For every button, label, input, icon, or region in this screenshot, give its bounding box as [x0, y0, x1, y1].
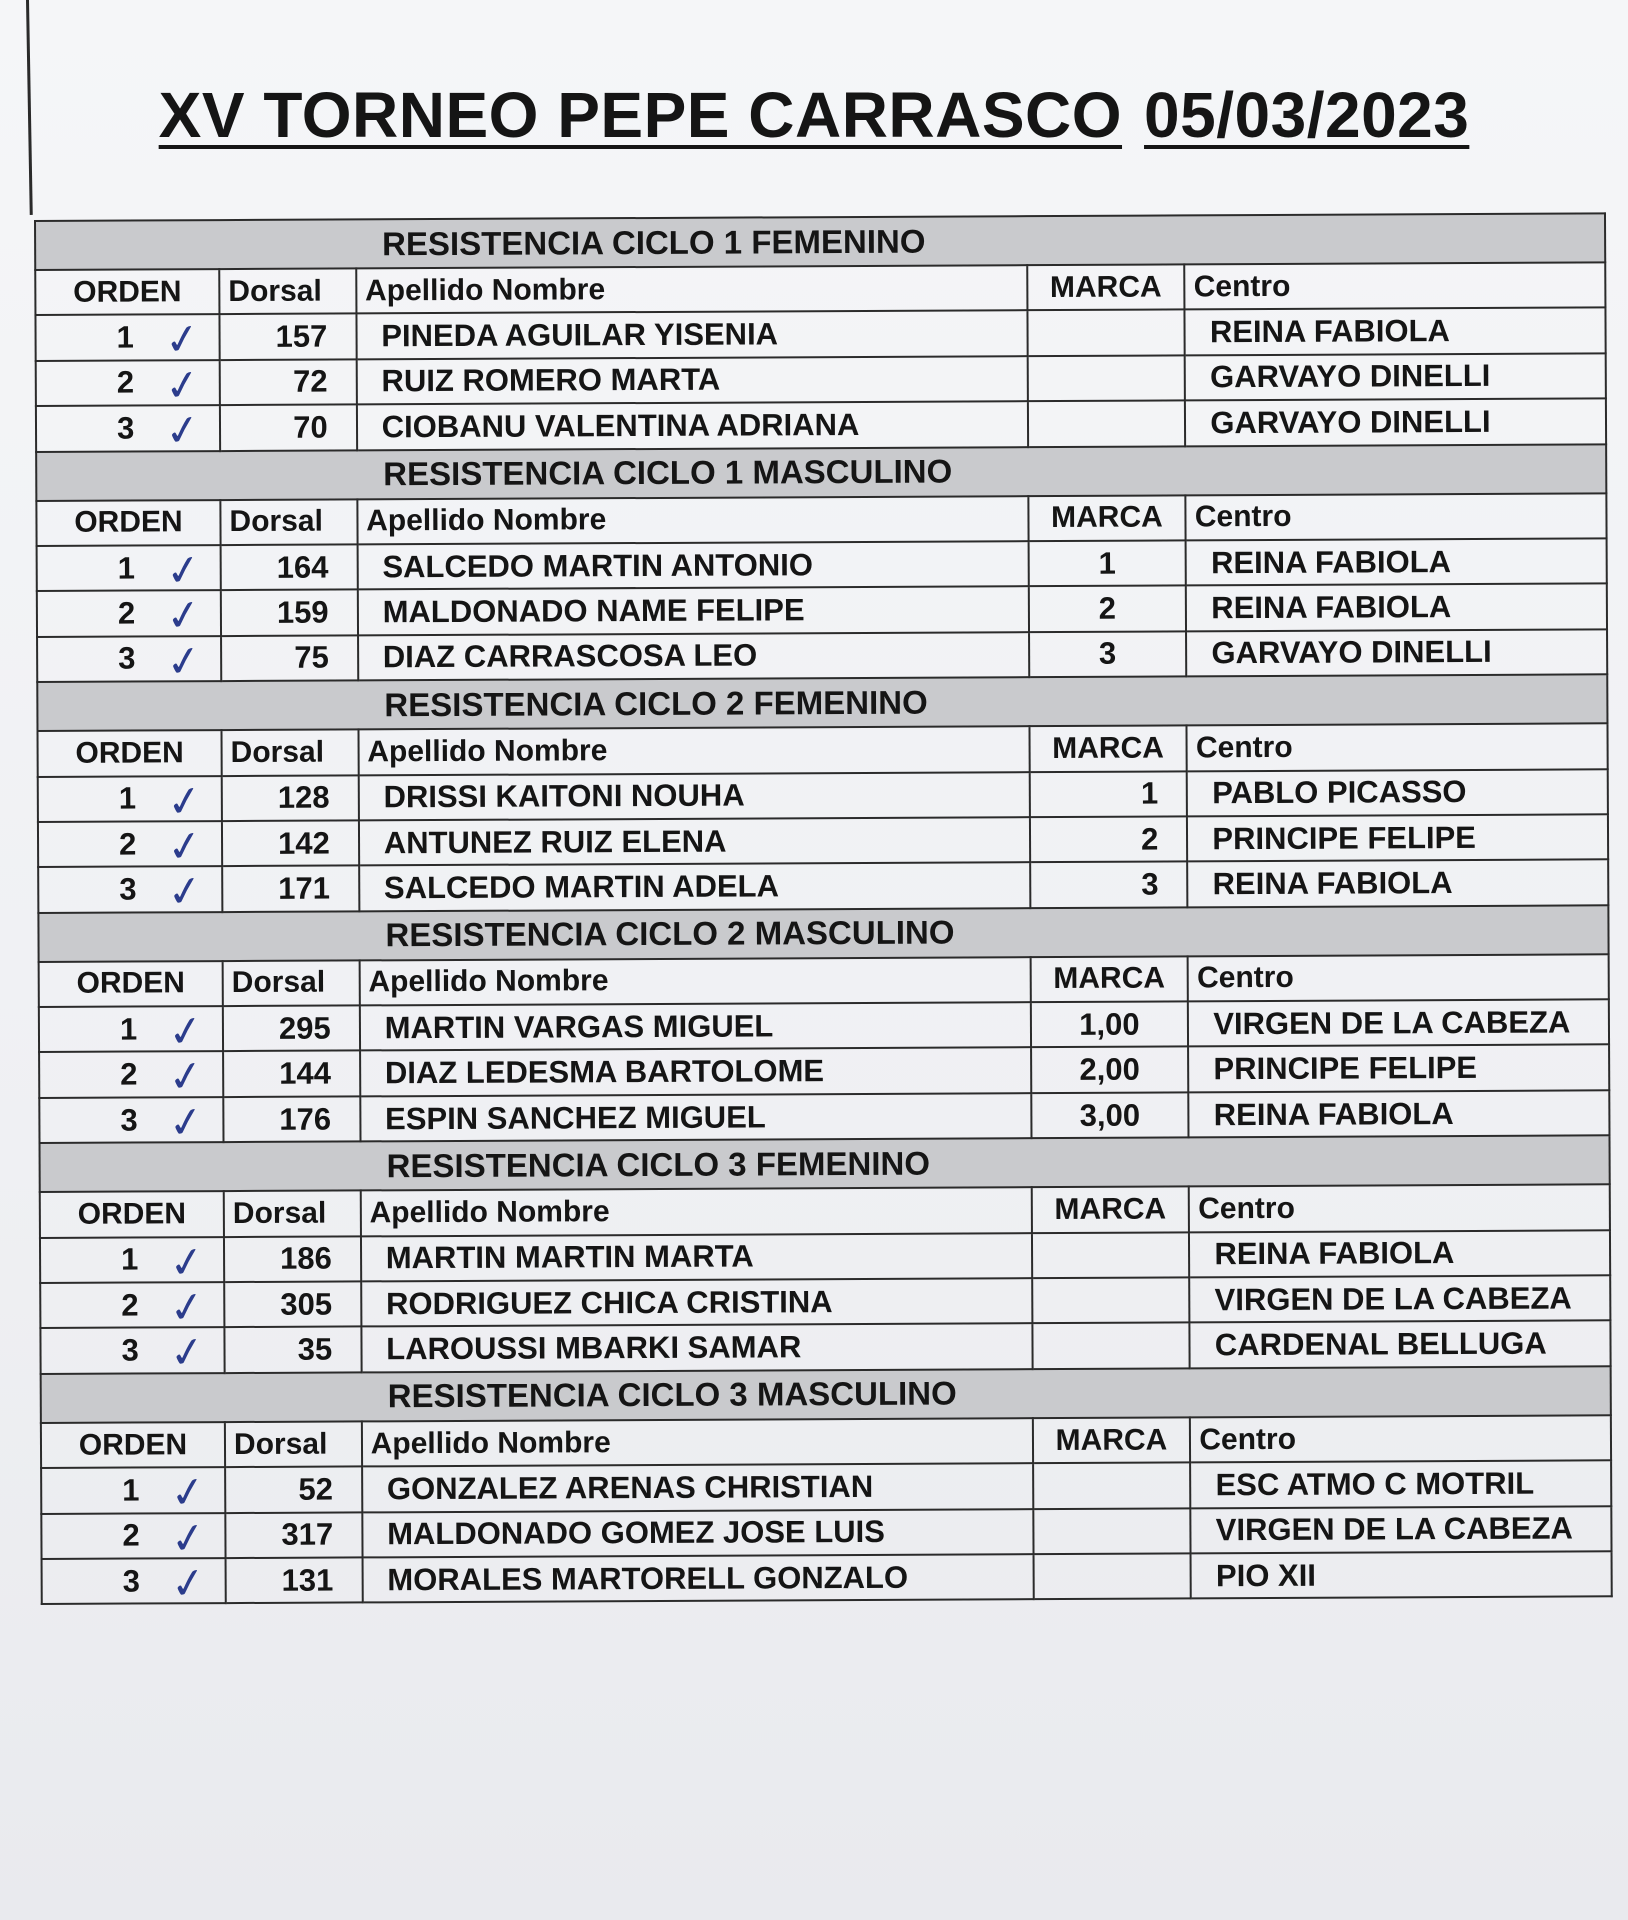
- orden-value: 1: [116, 319, 134, 355]
- section-title: RESISTENCIA CICLO 1 FEMENINO: [35, 213, 1605, 270]
- header-centro: Centro: [1188, 954, 1609, 1001]
- header-dorsal: Dorsal: [225, 1421, 362, 1467]
- header-orden: ORDEN: [35, 269, 219, 315]
- orden-value: 1: [118, 780, 137, 816]
- orden-cell: [41, 1511, 225, 1565]
- header-orden: ORDEN: [41, 1422, 225, 1468]
- dorsal-cell: 144: [223, 1051, 360, 1097]
- orden-value: 1: [119, 1011, 138, 1047]
- table-row: [36, 398, 1606, 451]
- header-marca: MARCA: [1030, 956, 1188, 1002]
- dorsal-cell: 70: [220, 405, 357, 451]
- check-mark-icon: ✓: [162, 543, 205, 597]
- orden-value: 2: [118, 826, 137, 862]
- centro-cell: PABLO PICASSO: [1187, 769, 1608, 816]
- marca-cell: [1032, 1277, 1190, 1323]
- marca-cell: 3: [1029, 631, 1187, 677]
- centro-cell: PIO XII: [1191, 1551, 1612, 1598]
- centro-cell: REINA FABIOLA: [1189, 1230, 1610, 1277]
- header-orden: ORDEN: [40, 1191, 224, 1237]
- name-cell: MALDONADO NAME FELIPE: [358, 586, 1029, 635]
- marca-cell: 3: [1030, 862, 1188, 908]
- centro-cell: GARVAYO DINELLI: [1185, 398, 1606, 445]
- check-mark-icon: ✓: [166, 1325, 209, 1380]
- dorsal-cell: 72: [220, 359, 357, 405]
- centro-cell: REINA FABIOLA: [1186, 538, 1607, 585]
- check-mark-icon: ✓: [161, 312, 204, 367]
- table-row: [39, 1090, 1609, 1143]
- event-name: XV TORNEO PEPE CARRASCO: [158, 79, 1123, 151]
- dorsal-cell: 176: [223, 1096, 360, 1142]
- dorsal-cell: 142: [222, 820, 359, 866]
- orden-cell: [38, 819, 222, 873]
- dorsal-cell: 159: [221, 590, 358, 636]
- orden-cell: [37, 634, 221, 688]
- dorsal-cell: 305: [224, 1281, 361, 1327]
- table-row: [37, 538, 1607, 591]
- orden-value: 3: [116, 410, 135, 446]
- event-date: 05/03/2023: [1144, 79, 1470, 151]
- header-orden: ORDEN: [37, 730, 221, 776]
- centro-cell: CARDENAL BELLUGA: [1190, 1321, 1611, 1368]
- section-header-row: [36, 444, 1606, 501]
- dorsal-cell: 164: [221, 544, 358, 590]
- header-name: Apellido Nombre: [362, 1418, 1033, 1467]
- column-header-row: [35, 262, 1605, 315]
- orden-value: 2: [122, 1517, 140, 1553]
- header-dorsal: Dorsal: [224, 1191, 361, 1237]
- section-title: RESISTENCIA CICLO 3 FEMENINO: [40, 1136, 1610, 1193]
- marca-cell: 1,00: [1030, 1001, 1188, 1047]
- table-row: [41, 1506, 1611, 1559]
- check-mark-icon: ✓: [166, 1280, 208, 1335]
- orden-cell: [40, 1280, 224, 1335]
- orden-value: 3: [120, 1102, 138, 1138]
- header-name: Apellido Nombre: [357, 496, 1028, 545]
- header-dorsal: Dorsal: [219, 268, 356, 314]
- marca-cell: [1032, 1232, 1190, 1278]
- table-row: [41, 1461, 1611, 1514]
- marca-cell: [1027, 310, 1185, 356]
- orden-value: 1: [120, 1241, 139, 1277]
- marca-cell: [1027, 355, 1185, 401]
- marca-cell: [1032, 1323, 1190, 1369]
- name-cell: SALCEDO MARTIN ANTONIO: [357, 541, 1028, 590]
- name-cell: MORALES MARTORELL GONZALO: [362, 1554, 1033, 1603]
- header-marca: MARCA: [1029, 725, 1187, 771]
- centro-cell: VIRGEN DE LA CABEZA: [1190, 1275, 1611, 1322]
- marca-cell: 2: [1030, 816, 1188, 862]
- centro-cell: GARVAYO DINELLI: [1185, 353, 1606, 400]
- header-marca: MARCA: [1031, 1187, 1189, 1233]
- header-dorsal: Dorsal: [220, 499, 357, 545]
- centro-cell: PRINCIPE FELIPE: [1187, 814, 1608, 861]
- header-name: Apellido Nombre: [358, 726, 1029, 775]
- orden-value: 2: [117, 595, 136, 631]
- results-body: [35, 213, 1612, 1610]
- header-marca: MARCA: [1028, 495, 1186, 541]
- header-centro: Centro: [1189, 1185, 1610, 1232]
- dorsal-cell: 295: [223, 1005, 360, 1051]
- column-header-row: [41, 1415, 1611, 1468]
- orden-cell: [42, 1556, 226, 1610]
- header-orden: ORDEN: [36, 500, 220, 546]
- results-table: [34, 212, 1613, 1610]
- check-mark-icon: ✓: [167, 1556, 210, 1610]
- check-mark-icon: ✓: [161, 403, 204, 458]
- name-cell: LAROUSSI MBARKI SAMAR: [361, 1324, 1032, 1373]
- orden-cell: [39, 1095, 223, 1149]
- orden-cell: [38, 773, 222, 828]
- centro-cell: REINA FABIOLA: [1187, 860, 1608, 907]
- table-row: [40, 1275, 1610, 1328]
- centro-cell: REINA FABIOLA: [1189, 1090, 1610, 1137]
- name-cell: DIAZ LEDESMA BARTOLOME: [360, 1048, 1031, 1097]
- name-cell: DRISSI KAITONI NOUHA: [358, 772, 1029, 821]
- section-title: RESISTENCIA CICLO 3 MASCULINO: [41, 1366, 1611, 1423]
- name-cell: RODRIGUEZ CHICA CRISTINA: [361, 1278, 1032, 1327]
- marca-cell: 2,00: [1031, 1047, 1189, 1093]
- dorsal-cell: 157: [219, 314, 356, 360]
- table-row: [35, 308, 1605, 361]
- orden-cell: [36, 403, 220, 458]
- name-cell: CIOBANU VALENTINA ADRIANA: [357, 401, 1028, 450]
- orden-cell: [38, 864, 222, 919]
- table-row: [37, 584, 1607, 637]
- check-mark-icon: ✓: [164, 1004, 207, 1059]
- column-header-row: [37, 723, 1607, 776]
- header-centro: Centro: [1185, 262, 1606, 309]
- orden-cell: [39, 1004, 223, 1059]
- table-row: [38, 814, 1608, 867]
- check-mark-icon: ✓: [164, 864, 206, 919]
- marca-cell: 1: [1028, 540, 1186, 586]
- dorsal-cell: 52: [225, 1467, 362, 1513]
- dorsal-cell: 317: [225, 1512, 362, 1558]
- section-header-row: [38, 905, 1608, 962]
- table-row: [36, 353, 1606, 406]
- name-cell: ESPIN SANCHEZ MIGUEL: [360, 1093, 1031, 1142]
- marca-cell: 2: [1028, 586, 1186, 632]
- check-mark-icon: ✓: [163, 819, 206, 873]
- name-cell: SALCEDO MARTIN ADELA: [359, 862, 1030, 911]
- column-header-row: [39, 954, 1609, 1007]
- dorsal-cell: 131: [226, 1557, 363, 1603]
- check-mark-icon: ✓: [161, 358, 204, 412]
- header-dorsal: Dorsal: [223, 960, 360, 1006]
- table-row: [40, 1321, 1610, 1374]
- page-title: [0, 78, 1628, 152]
- check-mark-icon: ✓: [166, 1465, 209, 1520]
- name-cell: MARTIN VARGAS MIGUEL: [360, 1002, 1031, 1051]
- centro-cell: VIRGEN DE LA CABEZA: [1188, 999, 1609, 1046]
- section-title: RESISTENCIA CICLO 2 MASCULINO: [38, 905, 1608, 962]
- name-cell: RUIZ ROMERO MARTA: [356, 356, 1027, 405]
- name-cell: DIAZ CARRASCOSA LEO: [358, 632, 1029, 681]
- check-mark-icon: ✓: [162, 634, 205, 688]
- header-orden: ORDEN: [39, 961, 223, 1007]
- table-row: [40, 1230, 1610, 1283]
- centro-cell: VIRGEN DE LA CABEZA: [1191, 1506, 1612, 1553]
- table-row: [39, 1045, 1609, 1098]
- orden-cell: [41, 1465, 225, 1520]
- check-mark-icon: ✓: [165, 1095, 208, 1149]
- table-row: [42, 1551, 1612, 1604]
- table-row: [37, 629, 1607, 682]
- orden-value: 2: [116, 364, 135, 401]
- section-title: RESISTENCIA CICLO 2 FEMENINO: [37, 674, 1607, 731]
- section-header-row: [37, 674, 1607, 731]
- table-row: [38, 860, 1608, 913]
- orden-value: 1: [122, 1472, 140, 1508]
- check-mark-icon: ✓: [162, 588, 205, 643]
- orden-cell: [40, 1235, 224, 1289]
- marca-cell: 1: [1029, 771, 1187, 817]
- orden-cell: [35, 312, 219, 367]
- orden-value: 2: [121, 1287, 139, 1323]
- section-header-row: [35, 213, 1605, 270]
- section-title: RESISTENCIA CICLO 1 MASCULINO: [36, 444, 1606, 501]
- marca-cell: [1033, 1508, 1191, 1554]
- section-header-row: [41, 1366, 1611, 1423]
- name-cell: PINEDA AGUILAR YISENIA: [356, 311, 1027, 360]
- orden-cell: [40, 1325, 224, 1380]
- check-mark-icon: ✓: [165, 1235, 208, 1289]
- table-row: [38, 769, 1608, 822]
- header-centro: Centro: [1190, 1415, 1611, 1462]
- centro-cell: REINA FABIOLA: [1185, 308, 1606, 355]
- orden-cell: [37, 588, 221, 643]
- marca-cell: 3,00: [1031, 1092, 1189, 1138]
- header-dorsal: Dorsal: [222, 730, 359, 776]
- marca-cell: [1033, 1463, 1191, 1509]
- header-name: Apellido Nombre: [356, 265, 1027, 314]
- dorsal-cell: 186: [224, 1236, 361, 1282]
- orden-cell: [39, 1049, 223, 1104]
- dorsal-cell: 75: [221, 635, 358, 681]
- centro-cell: REINA FABIOLA: [1186, 584, 1607, 631]
- orden-value: 3: [121, 1332, 139, 1368]
- orden-value: 3: [118, 640, 136, 677]
- header-name: Apellido Nombre: [359, 957, 1030, 1006]
- header-centro: Centro: [1187, 723, 1608, 770]
- orden-cell: [37, 543, 221, 597]
- header-marca: MARCA: [1032, 1417, 1190, 1463]
- column-header-row: [40, 1185, 1610, 1238]
- check-mark-icon: ✓: [164, 1049, 207, 1104]
- name-cell: GONZALEZ ARENAS CHRISTIAN: [362, 1463, 1033, 1512]
- centro-cell: PRINCIPE FELIPE: [1188, 1045, 1609, 1092]
- centro-cell: ESC ATMO C MOTRIL: [1190, 1461, 1611, 1508]
- name-cell: ANTUNEZ RUIZ ELENA: [359, 817, 1030, 866]
- dorsal-cell: 128: [222, 775, 359, 821]
- dorsal-cell: 171: [222, 866, 359, 912]
- header-centro: Centro: [1186, 493, 1607, 540]
- marca-cell: [1033, 1553, 1191, 1599]
- orden-value: 1: [117, 550, 136, 586]
- orden-cell: [36, 358, 220, 412]
- dorsal-cell: 35: [224, 1327, 361, 1373]
- check-mark-icon: ✓: [167, 1511, 210, 1565]
- orden-value: 2: [120, 1056, 138, 1092]
- column-header-row: [36, 493, 1606, 546]
- header-marca: MARCA: [1027, 264, 1185, 310]
- orden-value: 3: [119, 871, 137, 907]
- table-row: [39, 999, 1609, 1052]
- name-cell: MALDONADO GOMEZ JOSE LUIS: [362, 1509, 1033, 1558]
- section-header-row: [40, 1136, 1610, 1193]
- marca-cell: [1028, 401, 1186, 447]
- orden-value: 3: [122, 1563, 140, 1599]
- centro-cell: GARVAYO DINELLI: [1186, 629, 1607, 676]
- check-mark-icon: ✓: [163, 773, 206, 828]
- name-cell: MARTIN MARTIN MARTA: [361, 1233, 1032, 1282]
- header-name: Apellido Nombre: [360, 1187, 1031, 1236]
